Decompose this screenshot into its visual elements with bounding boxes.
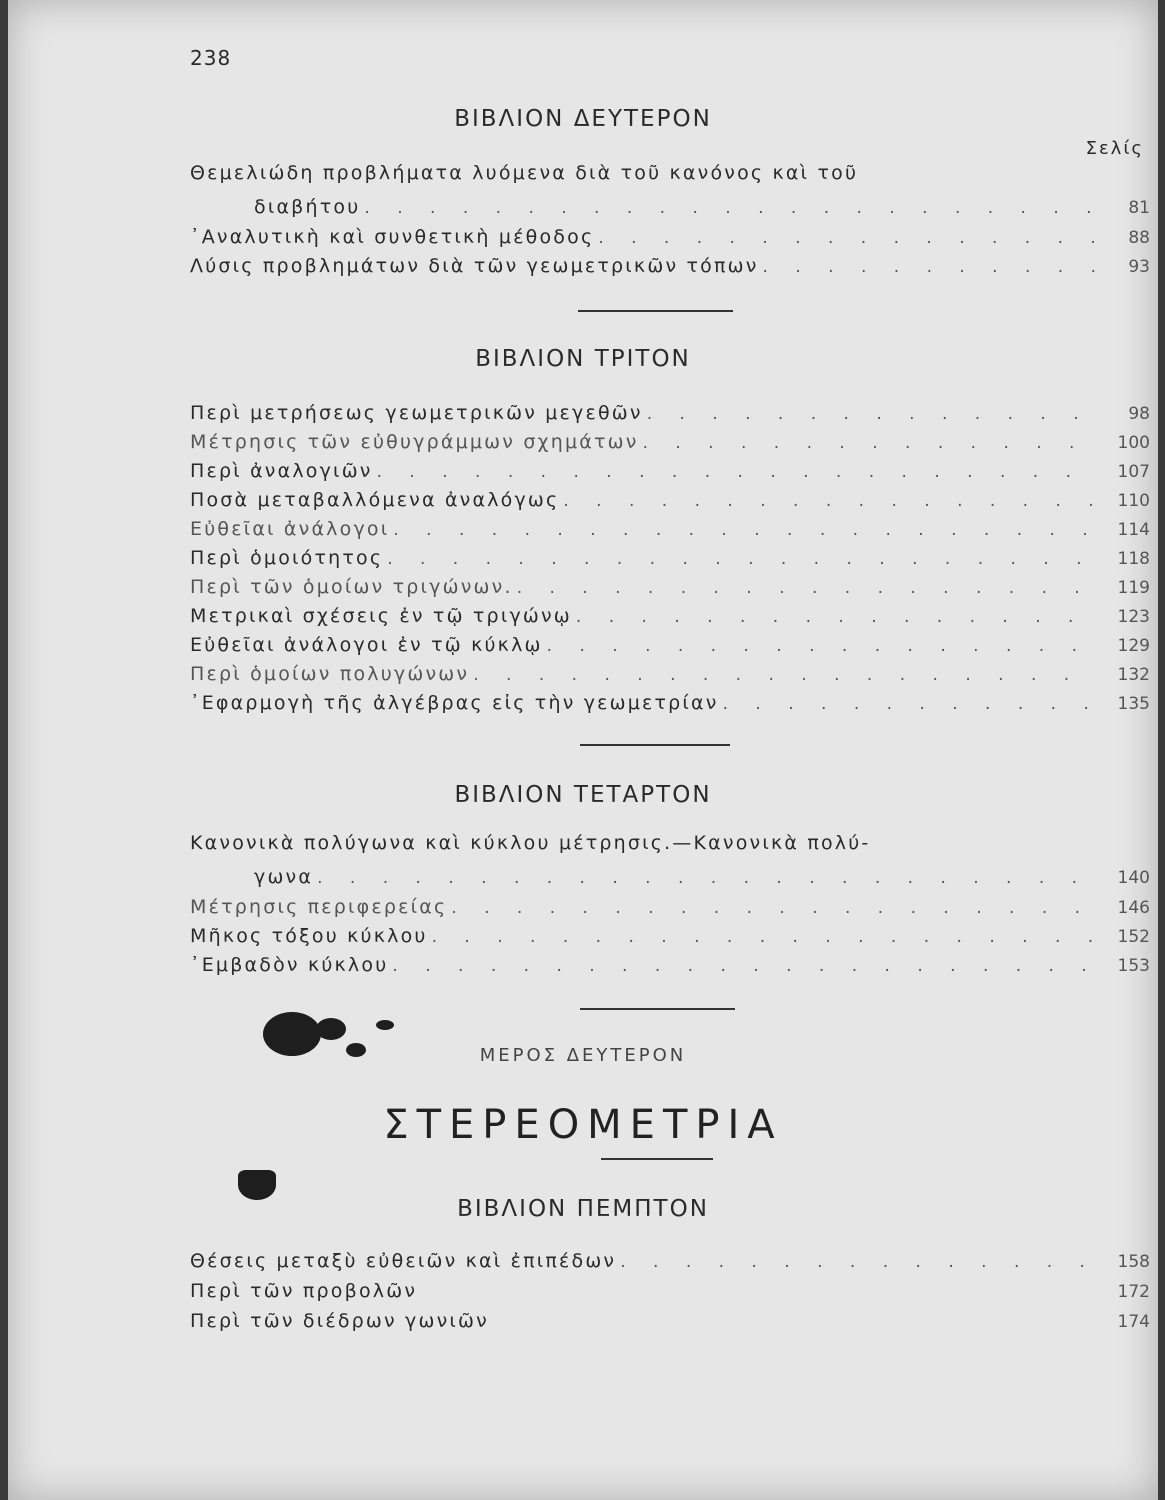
leader-dots [643,433,1096,453]
toc-entry [190,394,1150,424]
toc-entry [190,626,1150,656]
leader-dots [473,665,1096,685]
leader-dots [598,228,1096,248]
toc-entry-title: Μετρικαὶ σχέσεις ἐν τῷ τριγώνῳ [190,605,572,627]
toc-entry-page: 153 [1117,956,1150,976]
leader-dots [763,257,1096,277]
toc-entry-title: ᾿Εφαρμογὴ τῆς ἀλγέβρας εἰς τὴν γεωμετρίαν [190,692,719,714]
toc-entry-page: 132 [1117,665,1150,685]
leader-dots [451,898,1096,918]
toc-entry [190,423,1150,453]
toc-entry [190,481,1150,511]
leader-dots [563,491,1096,511]
book-four-heading: ΒΙΒΛΙΟΝ ΤΕΤΑΡΤΟΝ [454,782,712,808]
toc-entry-title: Περὶ μετρήσεως γεωμετρικῶν μεγεθῶν [190,402,643,424]
toc-entry-page: 146 [1117,898,1150,918]
toc-entry-title: Περὶ ὁμοιότητος [190,547,384,569]
toc-entry-page: 93 [1128,257,1150,277]
toc-entry [190,655,1150,685]
toc-entry [190,858,1150,888]
leader-dots [432,927,1096,947]
leader-dots [393,520,1096,540]
toc-entry [190,247,1150,277]
toc-entry-page: 98 [1128,404,1150,424]
page-column-header: Σελίς [1085,138,1144,159]
leader-dots [576,607,1096,627]
toc-entry-first-line: Κανονικὰ πολύγωνα καὶ κύκλου μέτρησις.—Κανονικὰ πολύ- [190,832,871,854]
toc-entry-page: 107 [1117,462,1150,482]
toc-entry-title: ᾿Εμβαδὸν κύκλου [190,954,389,976]
toc-entry [190,1302,1150,1332]
toc-entry-first-line: Θεμελιώδη προβλήματα λυόμενα διὰ τοῦ κανόνος καὶ τοῦ [190,162,859,184]
leader-dots [547,636,1096,656]
stereometry-title: ΣΤΕΡΕΟΜΕΤΡΙΑ [383,1102,783,1148]
toc-entry-page: 110 [1117,491,1150,511]
toc-entry-title: διαβήτου [254,196,361,218]
toc-entry-page: 81 [1128,198,1150,218]
ink-stain [376,1020,394,1030]
section-divider [601,1158,713,1160]
section-divider [580,744,730,746]
section-divider [578,310,733,312]
leader-dots [364,198,1096,218]
toc-entry-title: Μῆκος τόξου κύκλου [190,925,428,947]
toc-entry-page: 158 [1117,1252,1150,1272]
toc-entry-page: 129 [1117,636,1150,656]
toc-entry [190,568,1150,598]
page-number: 238 [190,46,232,70]
leader-dots [517,578,1096,598]
toc-entry [190,917,1150,947]
leader-dots [647,404,1096,424]
toc-entry [190,888,1150,918]
toc-entry [190,510,1150,540]
toc-entry-page: 123 [1117,607,1150,627]
toc-entry-page: 118 [1117,549,1150,569]
toc-entry [190,597,1150,627]
toc-entry-page: 135 [1117,694,1150,714]
toc-entry-page: 174 [1117,1312,1150,1332]
book-page [8,0,1158,1500]
toc-entry-page: 100 [1117,433,1150,453]
toc-entry [190,1242,1150,1272]
toc-entry-title: Εὐθεῖαι ἀνάλογοι [190,518,390,540]
book-five-heading: ΒΙΒΛΙΟΝ ΠΕΜΠΤΟΝ [457,1196,709,1222]
toc-entry-title: Θέσεις μεταξὺ εὐθειῶν καὶ ἐπιπέδων [190,1250,617,1272]
toc-entry [190,946,1150,976]
toc-entry-title: Περὶ ἀναλογιῶν [190,460,373,482]
toc-entry-title: Ποσὰ μεταβαλλόμενα ἀναλόγως [190,489,560,511]
book-three-heading: ΒΙΒΛΙΟΝ ΤΡΙΤΟΝ [475,346,691,372]
toc-entry-title: Περὶ τῶν διέδρων γωνιῶν [190,1310,489,1332]
toc-entry-title: Περὶ ὁμοίων πολυγώνων [190,663,470,685]
leader-dots [377,462,1096,482]
toc-entry-page: 152 [1117,927,1150,947]
toc-entry-title: Λύσις προβλημάτων διὰ τῶν γεωμετρικῶν τόπων [190,255,759,277]
toc-entry-page: 140 [1117,868,1150,888]
toc-entry-title: Μέτρησις τῶν εὐθυγράμμων σχημάτων [190,431,639,453]
toc-entry [190,684,1150,714]
leader-dots [723,694,1096,714]
toc-entry [190,1272,1150,1302]
toc-entry-page: 114 [1117,520,1150,540]
toc-entry-title: γωνα [254,866,314,888]
leader-dots [387,549,1096,569]
toc-entry-title: Μέτρησις περιφερείας [190,896,448,918]
leader-dots [392,956,1096,976]
leader-dots [317,868,1096,888]
toc-entry-title: Εὐθεῖαι ἀνάλογοι ἐν τῷ κύκλῳ [190,634,543,656]
toc-entry-title: Περὶ τῶν ὁμοίων τριγώνων. [190,576,513,598]
toc-entry [190,218,1150,248]
toc-entry-page: 88 [1128,228,1150,248]
toc-entry-page: 119 [1117,578,1150,598]
toc-entry [190,452,1150,482]
toc-entry [190,188,1150,218]
toc-entry [190,539,1150,569]
leader-dots [620,1252,1096,1272]
book-two-heading: ΒΙΒΛΙΟΝ ΔΕΥΤΕΡΟΝ [454,106,712,132]
toc-entry-page: 172 [1117,1282,1150,1302]
toc-entry-title: ᾿Αναλυτικὴ καὶ συνθετικὴ μέθοδος [190,226,595,248]
section-divider [580,1008,735,1010]
toc-entry-title: Περὶ τῶν προβολῶν [190,1280,418,1302]
ink-stain [316,1018,346,1040]
part-two-label: ΜΕΡΟΣ ΔΕΥΤΕΡΟΝ [479,1045,687,1066]
